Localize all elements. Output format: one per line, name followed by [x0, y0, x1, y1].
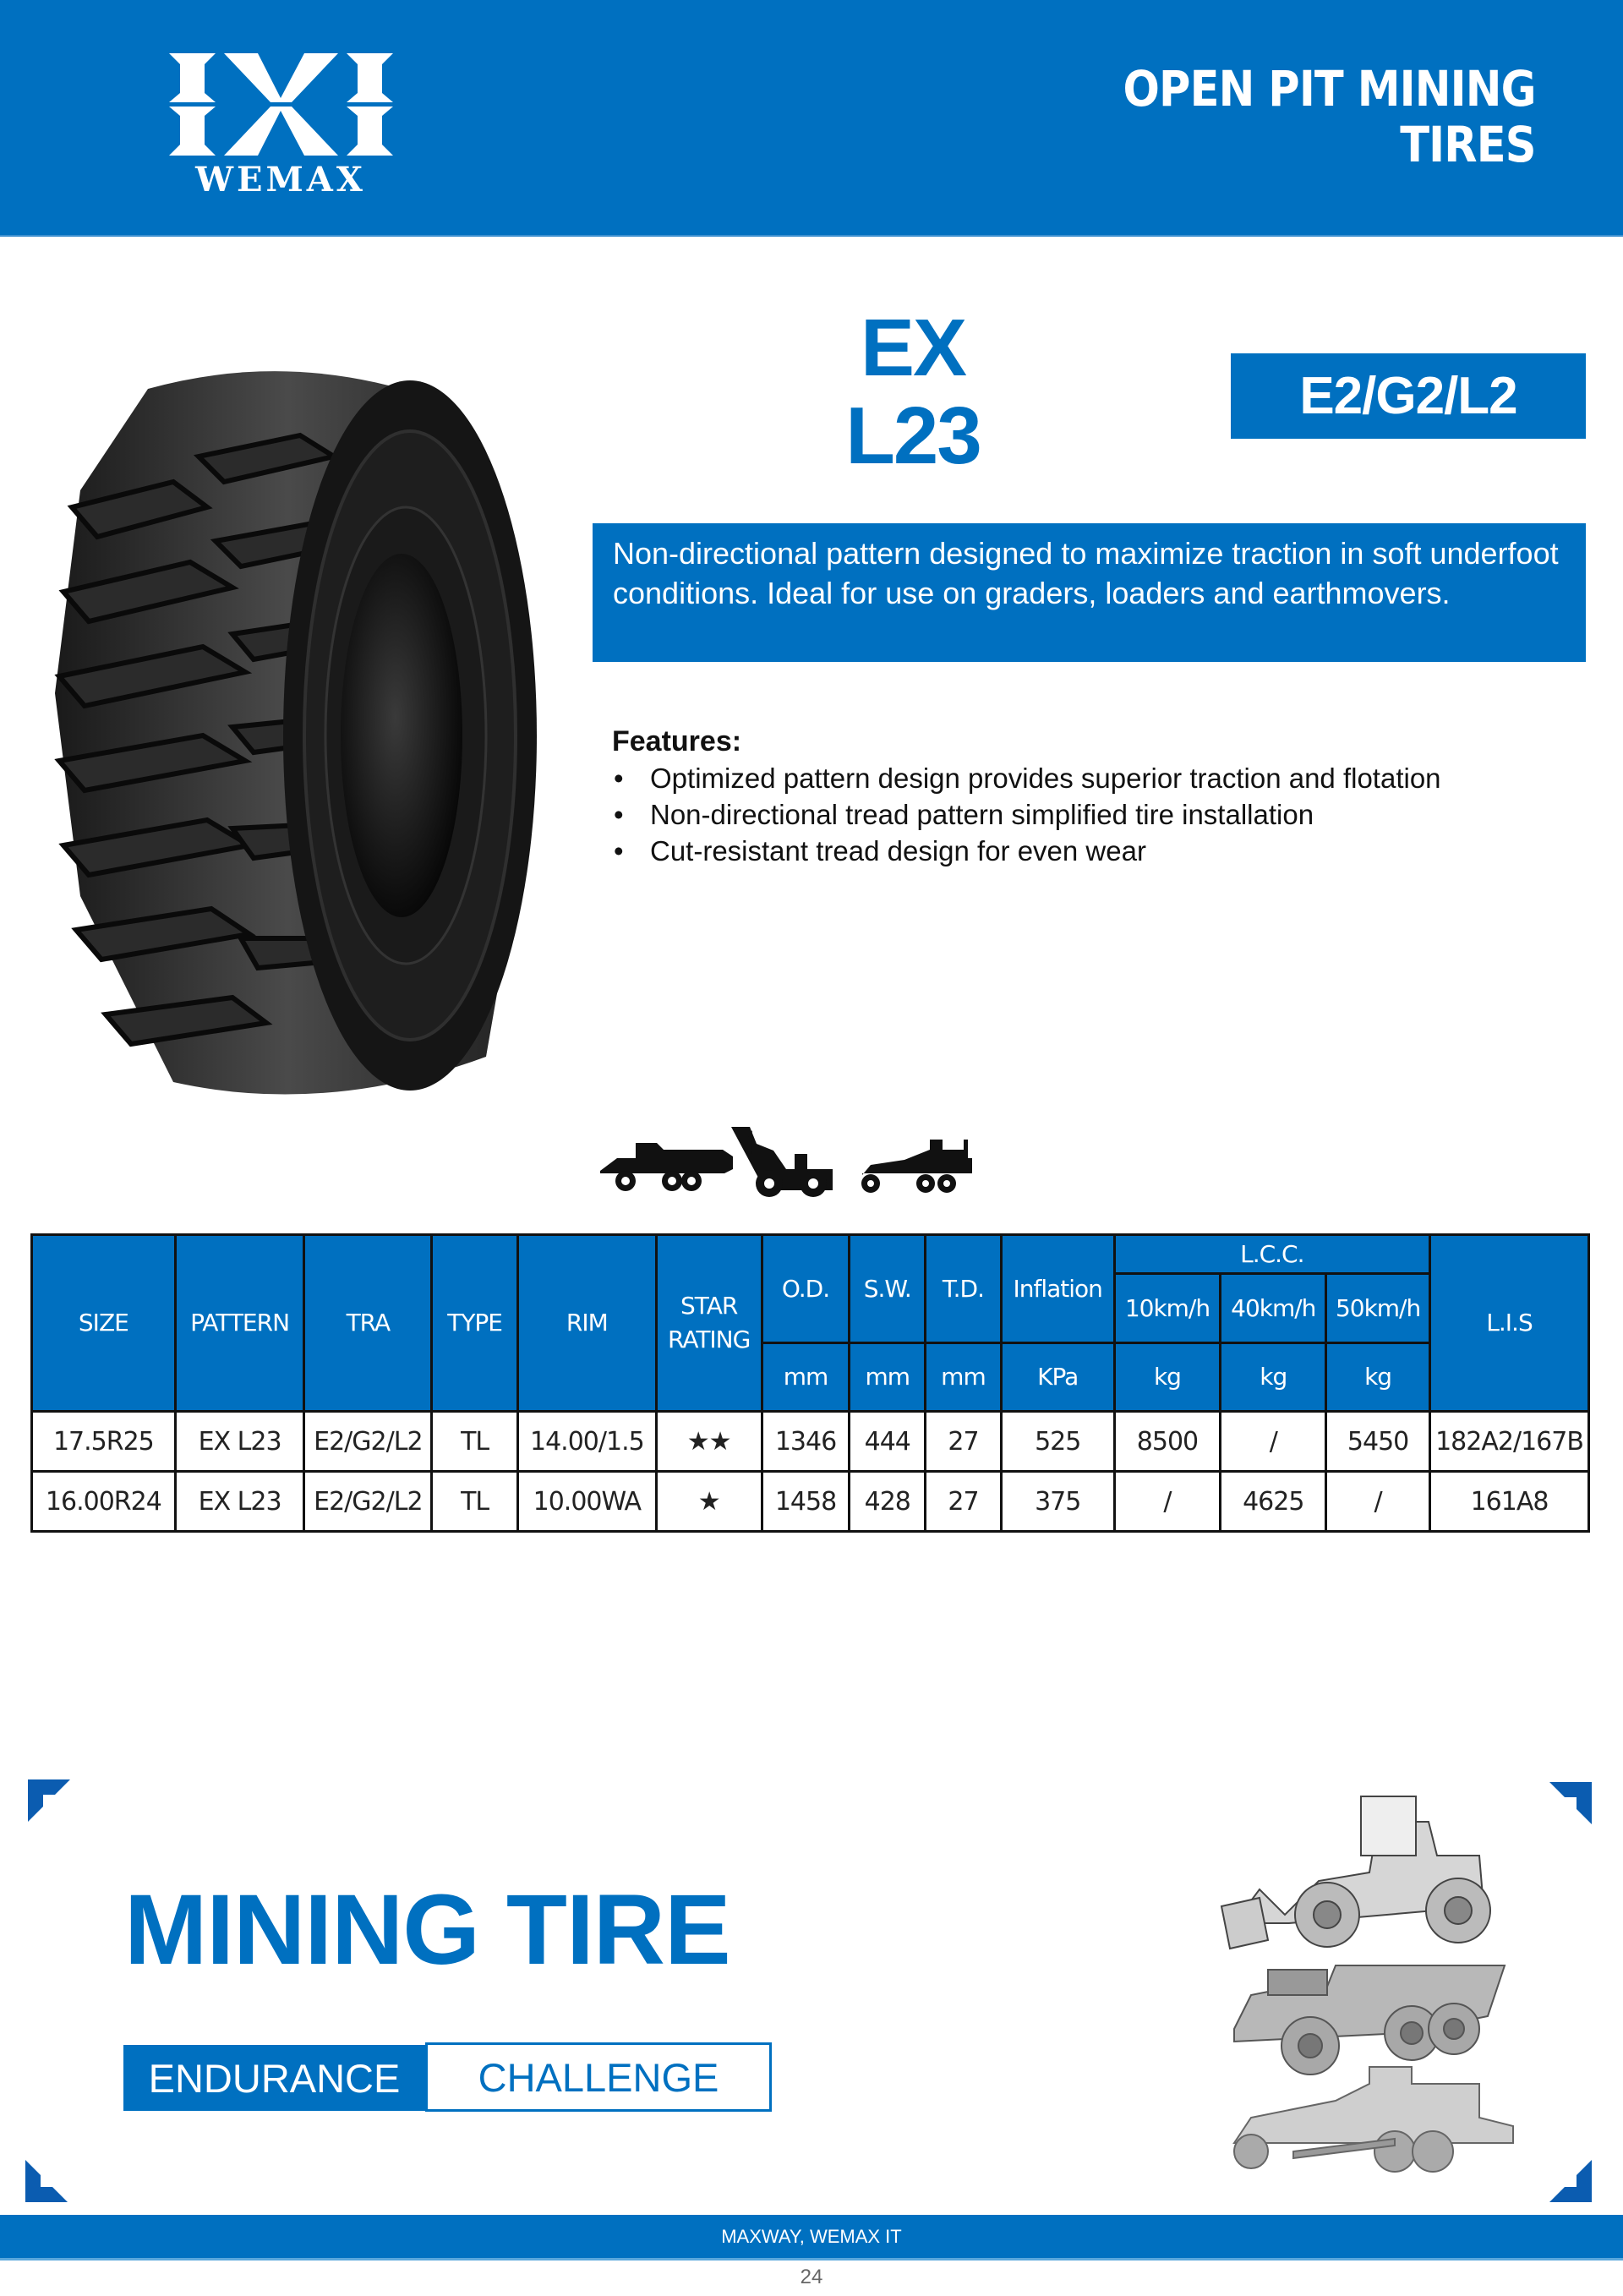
cell-od: 1458	[762, 1472, 850, 1532]
header-lcc-50: 50km/h	[1326, 1274, 1430, 1343]
articulated-dump-truck-icon	[600, 1143, 733, 1191]
tra-badge: E2/G2/L2	[1231, 353, 1586, 439]
header-td: T.D.	[926, 1235, 1002, 1343]
wheel-loader-illustration-icon	[1221, 1796, 1490, 1949]
header-lcc-40: 40km/h	[1221, 1274, 1326, 1343]
table-row	[32, 1472, 1589, 1532]
unit-inflation: KPa	[1001, 1343, 1114, 1412]
application-icons	[592, 1120, 972, 1200]
features-section	[612, 723, 1584, 869]
unit-lcc-10: kg	[1114, 1343, 1221, 1412]
features-title: Features:	[612, 725, 742, 757]
tire-image	[46, 355, 537, 1116]
machines-illustration	[1217, 1779, 1538, 2177]
header-tra: TRA	[304, 1235, 432, 1412]
header-type: TYPE	[432, 1235, 518, 1412]
dump-truck-illustration-icon	[1234, 1965, 1505, 2075]
cell-sw: 428	[850, 1472, 926, 1532]
cell-size: 17.5R25	[32, 1412, 176, 1472]
motor-grader-illustration-icon	[1234, 2067, 1513, 2172]
cell-size: 16.00R24	[32, 1472, 176, 1532]
svg-text:WEMAX: WEMAX	[195, 160, 366, 197]
unit-od: mm	[762, 1343, 850, 1412]
header-lcc: L.C.C.	[1114, 1235, 1429, 1274]
unit-lcc-40: kg	[1221, 1343, 1326, 1412]
features-list	[612, 760, 1584, 869]
header-size: SIZE	[32, 1235, 176, 1412]
tagline	[123, 2042, 772, 2112]
header-inflation: Inflation	[1001, 1235, 1114, 1343]
mining-tire-title: MINING TIRE	[124, 1874, 730, 1986]
header-title-line1: OPEN PIT MINING	[1123, 60, 1536, 118]
cell-lcc-50: /	[1326, 1472, 1430, 1532]
model-name-line1: EX	[860, 303, 966, 393]
corner-bracket-icon	[1549, 1782, 1592, 1824]
header-rim: RIM	[517, 1235, 656, 1412]
header-lis: L.I.S	[1430, 1235, 1589, 1412]
cell-lis: 182A2/167B	[1430, 1412, 1589, 1472]
corner-bracket-icon	[25, 2160, 68, 2202]
tag-endurance: ENDURANCE	[123, 2045, 425, 2111]
cell-tra: E2/G2/L2	[304, 1472, 432, 1532]
cell-lis: 161A8	[1430, 1472, 1589, 1532]
motor-grader-icon	[861, 1140, 972, 1193]
product-description: Non-directional pattern designed to maximize traction in soft underfoot conditions. Ideal for use on graders, loaders and earthmovers.	[593, 523, 1586, 662]
unit-td: mm	[926, 1343, 1002, 1412]
cell-inflation: 375	[1001, 1472, 1114, 1532]
table-row	[32, 1412, 1589, 1472]
model-name	[812, 304, 1014, 480]
footer-bar: MAXWAY, WEMAX IT	[0, 2215, 1623, 2260]
page-number: 24	[800, 2266, 823, 2288]
cell-type: TL	[432, 1412, 518, 1472]
feature-item: • Non-directional tread pattern simplified tire installation	[612, 796, 1584, 833]
cell-type: TL	[432, 1472, 518, 1532]
page-header	[0, 0, 1623, 237]
cell-inflation: 525	[1001, 1412, 1114, 1472]
tag-challenge: CHALLENGE	[425, 2042, 772, 2112]
cell-star-rating: ★	[656, 1472, 762, 1532]
cell-td: 27	[926, 1472, 1002, 1532]
model-name-line2: L23	[845, 391, 981, 481]
cell-lcc-40: 4625	[1221, 1472, 1326, 1532]
unit-lcc-50: kg	[1326, 1343, 1430, 1412]
spec-table	[30, 1233, 1590, 1533]
corner-bracket-icon	[1549, 2160, 1592, 2202]
cell-td: 27	[926, 1412, 1002, 1472]
header-title-line2: TIRES	[1400, 116, 1536, 173]
cell-star-rating: ★★	[656, 1412, 762, 1472]
header-title	[1123, 61, 1536, 172]
cell-rim: 10.00WA	[517, 1472, 656, 1532]
wheel-loader-icon	[731, 1127, 833, 1197]
feature-item: • Optimized pattern design provides superior traction and flotation	[612, 760, 1584, 796]
unit-sw: mm	[850, 1343, 926, 1412]
cell-od: 1346	[762, 1412, 850, 1472]
cell-rim: 14.00/1.5	[517, 1412, 656, 1472]
header-od: O.D.	[762, 1235, 850, 1343]
cell-lcc-40: /	[1221, 1412, 1326, 1472]
header-star-rating: STAR RATING	[656, 1235, 762, 1412]
header-sw: S.W.	[850, 1235, 926, 1343]
cell-pattern: EX L23	[175, 1472, 304, 1532]
wemax-logo-icon	[152, 49, 410, 197]
cell-tra: E2/G2/L2	[304, 1412, 432, 1472]
corner-bracket-icon	[28, 1779, 70, 1822]
header-lcc-10: 10km/h	[1114, 1274, 1221, 1343]
header-pattern: PATTERN	[175, 1235, 304, 1412]
cell-pattern: EX L23	[175, 1412, 304, 1472]
cell-lcc-10: 8500	[1114, 1412, 1221, 1472]
cell-lcc-50: 5450	[1326, 1412, 1430, 1472]
feature-item: • Cut-resistant tread design for even wear	[612, 833, 1584, 869]
cell-lcc-10: /	[1114, 1472, 1221, 1532]
cell-sw: 444	[850, 1412, 926, 1472]
